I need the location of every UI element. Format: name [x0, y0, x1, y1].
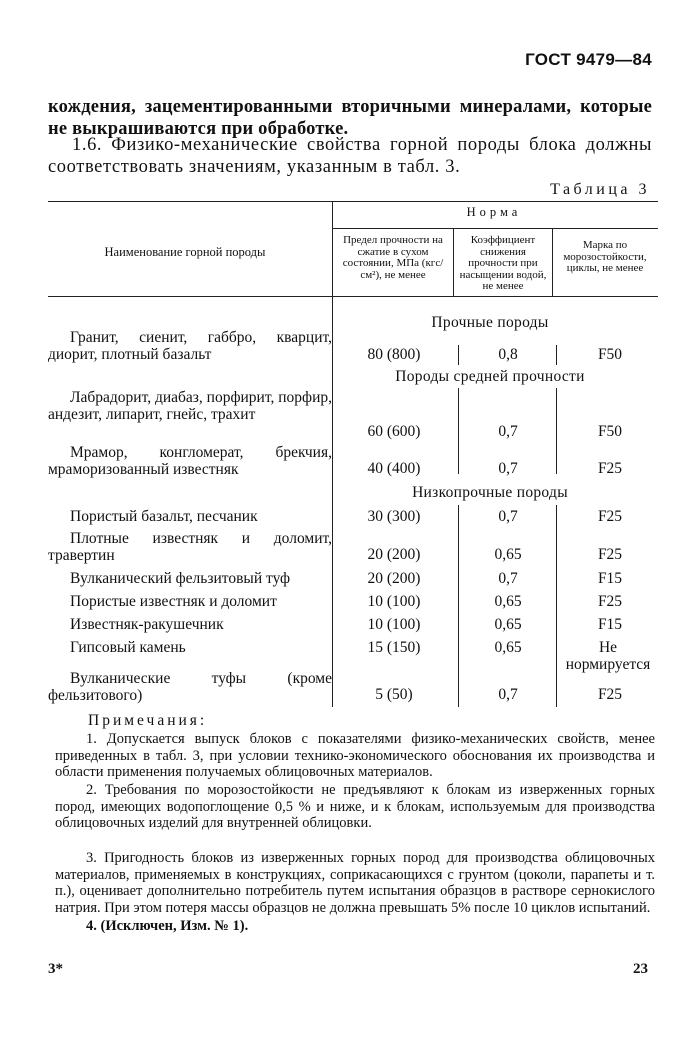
table-row-name: Вулканические туфы (кроме фельзитового)	[48, 670, 332, 704]
table-cell-coef: 0,7	[498, 508, 518, 525]
table-cell-frost: Не нормируется	[565, 639, 651, 673]
row-divider-b	[556, 345, 557, 365]
header-divider-1	[332, 201, 333, 296]
table-cell-strength: 20 (200)	[367, 570, 421, 587]
standard-number: ГОСТ 9479—84	[525, 50, 652, 69]
col-header-strength: Предел прочности на сжатие в сухом состоянии, МПа (кгс/см²), не менее	[342, 234, 444, 281]
table-cell-frost: F50	[597, 423, 623, 440]
table-cell-frost: F15	[597, 570, 623, 587]
table-cell-coef: 0,65	[494, 546, 522, 563]
note-1: 1. Допускается выпуск блоков с показателями физико-механических свойств, менее приведенных в табл. 3, при условии технико-экономического обоснования их производства и области применения получаемых облицовочных материалов.	[55, 731, 655, 780]
table-cell-frost: F50	[597, 346, 623, 363]
table-cell-strength: 10 (100)	[367, 593, 421, 610]
note-4: 4. (Исключен, Изм. № 1).	[86, 918, 249, 934]
group-low: Низкопрочные породы	[412, 484, 568, 501]
table-cell-frost: F25	[597, 508, 623, 525]
row-divider-c	[458, 388, 459, 474]
table-row-name: Гипсовый камень	[70, 639, 186, 656]
table-cell-coef: 0,65	[494, 639, 522, 656]
header-bottom-rule	[48, 296, 658, 297]
table-top-rule	[48, 201, 658, 202]
group-medium: Породы средней прочности	[395, 368, 585, 385]
table-cell-strength: 15 (150)	[367, 639, 421, 656]
notes-title: Примечания:	[88, 712, 208, 729]
note-3: 3. Пригодность блоков из изверженных горных пород для производства облицовочных материалов, применяемых в конструкциях, соприкасающихся с грунтом (цоколи, парапеты и т. п.), оценивает дополнительно потребитель путем испытания образцов в растворе сернокислого натрия. При этом потеря массы образцов не должна превышать 5% после 10 циклов испытаний.	[55, 850, 655, 916]
col-header-rock-name: Наименование горной породы	[104, 245, 266, 259]
table-cell-frost: F15	[597, 616, 623, 633]
table-cell-coef: 0,65	[494, 616, 522, 633]
signature-mark: 3*	[48, 961, 63, 977]
table-row-name: Лабрадорит, диабаз, порфирит, порфир, андезит, липарит, гнейс, трахит	[48, 389, 332, 423]
page-number: 23	[633, 961, 648, 977]
table-cell-strength: 30 (300)	[367, 508, 421, 525]
paragraph-1-6: 1.6. Физико-механические свойства горной породы блока должны соответствовать значениям, указанным в табл. 3.	[48, 135, 652, 177]
col-header-norma: Норма	[466, 205, 522, 219]
table-row-name: Плотные известняк и доломит, травертин	[48, 530, 332, 564]
table-cell-coef: 0,8	[498, 346, 518, 363]
paragraph-continuation: кождения, зацементированными вторичными минералами, которые не выкрашиваются при обработке.	[48, 97, 652, 139]
table-cell-coef: 0,7	[498, 460, 518, 477]
row-divider-a	[458, 345, 459, 365]
table-cell-strength: 40 (400)	[367, 460, 421, 477]
table-cell-frost: F25	[597, 546, 623, 563]
row-divider-f	[556, 505, 557, 707]
table-cell-strength: 20 (200)	[367, 546, 421, 563]
table-cell-coef: 0,65	[494, 593, 522, 610]
group-strong: Прочные породы	[431, 314, 549, 331]
body-divider-1	[332, 297, 333, 707]
table-cell-strength: 60 (600)	[367, 423, 421, 440]
table-row-name: Гранит, сиенит, габбро, кварцит, диорит, плотный базальт	[48, 329, 332, 363]
table-cell-frost: F25	[597, 686, 623, 703]
table-cell-frost: F25	[597, 460, 623, 477]
table-cell-strength: 10 (100)	[367, 616, 421, 633]
row-divider-e	[458, 505, 459, 707]
table-cell-coef: 0,7	[498, 423, 518, 440]
table-row-name: Пористый базальт, песчаник	[70, 508, 258, 525]
table-cell-strength: 80 (800)	[367, 346, 421, 363]
table-row-name: Мрамор, конгломерат, брекчия, мраморизованный известняк	[48, 444, 332, 478]
table-cell-coef: 0,7	[498, 570, 518, 587]
header-divider-2	[453, 228, 454, 296]
table-caption: Таблица 3	[550, 181, 650, 198]
table-row-name: Известняк-ракушечник	[70, 616, 224, 633]
col-header-coefficient: Коэффициент снижения прочности при насыщении водой, не менее	[459, 234, 547, 292]
table-row-name: Пористые известняк и доломит	[70, 593, 277, 610]
norma-rule	[333, 228, 658, 229]
header-divider-3	[552, 228, 553, 296]
table-cell-frost: F25	[597, 593, 623, 610]
row-divider-d	[556, 388, 557, 474]
table-cell-coef: 0,7	[498, 686, 518, 703]
table-row-name: Вулканический фельзитовый туф	[70, 570, 290, 587]
note-2: 2. Требования по морозостойкости не предъявляют к блокам из изверженных горных пород, имеющих водопоглощение 0,5 % и ниже, и к блокам, используемым для производства облицовочных изделий для внутренней облицовки.	[55, 782, 655, 831]
table-cell-strength: 5 (50)	[375, 686, 413, 703]
col-header-frost: Марка по морозостойкости, циклы, не менее	[563, 239, 647, 274]
